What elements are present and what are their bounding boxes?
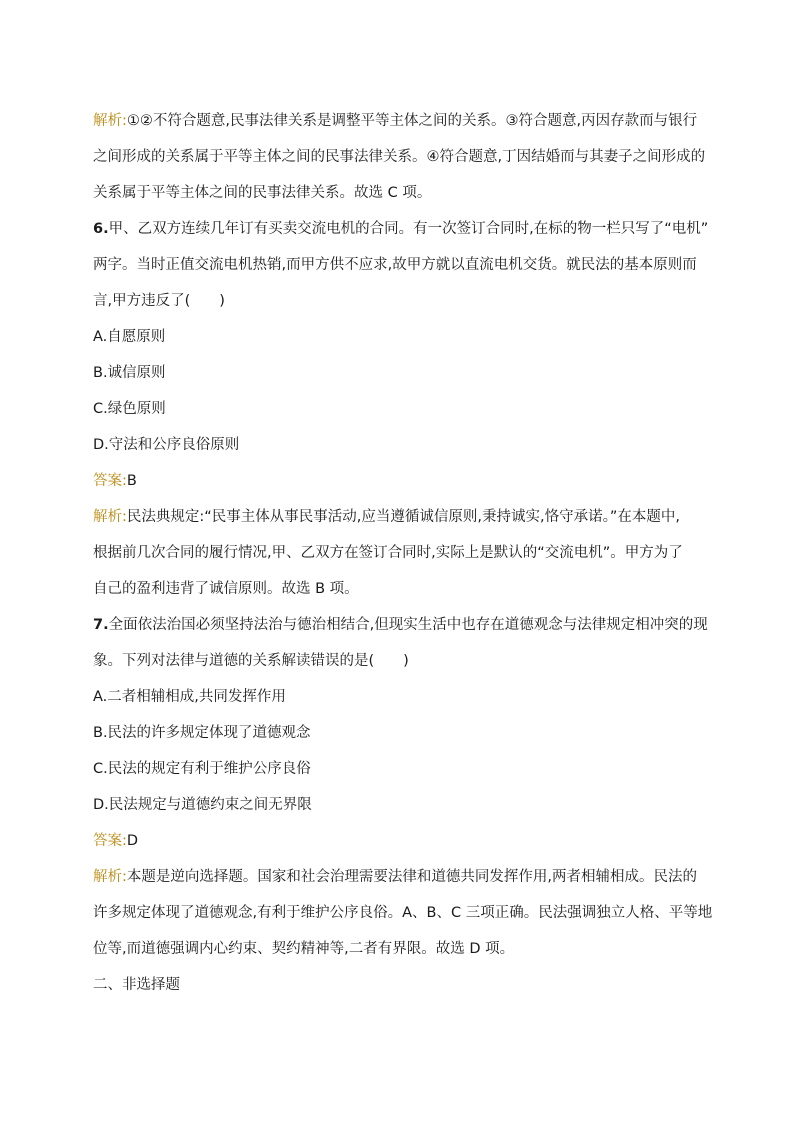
option-a: A.二者相辅相成,共同发挥作用: [93, 689, 286, 705]
question-7-stem: 象。下列对法律与道德的关系解读错误的是( ): [93, 653, 409, 669]
option-d: D.民法规定与道德约束之间无界限: [93, 797, 312, 813]
analysis-line: [93, 859, 705, 895]
analysis-line: [93, 103, 705, 139]
analysis-label: 解析:: [93, 509, 127, 525]
option-b: B.诚信原则: [93, 365, 166, 381]
option-c: C.民法的规定有利于维护公序良俗: [93, 761, 311, 777]
option-d: D.守法和公序良俗原则: [93, 437, 240, 453]
question-7-stem: [93, 607, 708, 643]
option-c: C.绿色原则: [93, 401, 166, 417]
question-6-stem: [93, 211, 709, 247]
analysis-line: 许多规定体现了道德观念,有利于维护公序良俗。A、B、C 三项正确。民法强调独立人格、平等地: [93, 905, 713, 921]
analysis-label: 解析:: [93, 113, 127, 129]
answer-line: [93, 463, 705, 499]
question-text: 甲、乙双方连续几年订有买卖交流电机的合同。有一次签订合同时,在标的物一栏只写了“电机”: [108, 221, 709, 237]
analysis-text: 民法典规定:“民事主体从事民事活动,应当遵循诚信原则,秉持诚实,恪守承诺。”在本题中,: [126, 509, 680, 525]
question-6-stem: 两字。当时正值交流电机热销,而甲方供不应求,故甲方就以直流电机交货。就民法的基本原则而: [93, 257, 697, 273]
analysis-line: 自己的盈利违背了诚信原则。故选 B 项。: [93, 581, 359, 597]
option-a: A.自愿原则: [93, 329, 166, 345]
question-number: 6.: [93, 221, 109, 237]
question-text: 全面依法治国必须坚持法治与德治相结合,但现实生活中也存在道德观念与法律规定相冲突的现: [108, 617, 708, 633]
answer-value: D: [126, 833, 139, 849]
analysis-line: [93, 499, 705, 535]
analysis-line: 位等,而道德强调内心约束、契约精神等,二者有界限。故选 D 项。: [93, 941, 515, 957]
analysis-label: 解析:: [93, 869, 127, 885]
analysis-line: 根据前几次合同的履行情况,甲、乙双方在签订合同时,实际上是默认的“交流电机”。甲方为了: [93, 545, 683, 561]
analysis-line: 之间形成的关系属于平等主体之间的民事法律关系。④符合题意,丁因结婚而与其妻子之间形成的: [93, 149, 706, 165]
answer-line: [93, 823, 705, 859]
answer-label: 答案:: [93, 473, 127, 489]
analysis-text: ①②不符合题意,民事法律关系是调整平等主体之间的关系。③符合题意,丙因存款而与银行: [126, 113, 698, 129]
section-title: 二、非选择题: [93, 977, 180, 993]
document-page: [93, 103, 713, 1003]
option-b: B.民法的许多规定体现了道德观念: [93, 725, 311, 741]
analysis-line: 关系属于平等主体之间的民事法律关系。故选 C 项。: [93, 185, 432, 201]
question-number: 7.: [93, 617, 109, 633]
analysis-text: 本题是逆向选择题。国家和社会治理需要法律和道德共同发挥作用,两者相辅相成。民法的: [126, 869, 697, 885]
answer-label: 答案:: [93, 833, 127, 849]
question-6-stem: 言,甲方违反了( ): [93, 293, 225, 309]
answer-value: B: [126, 473, 137, 489]
